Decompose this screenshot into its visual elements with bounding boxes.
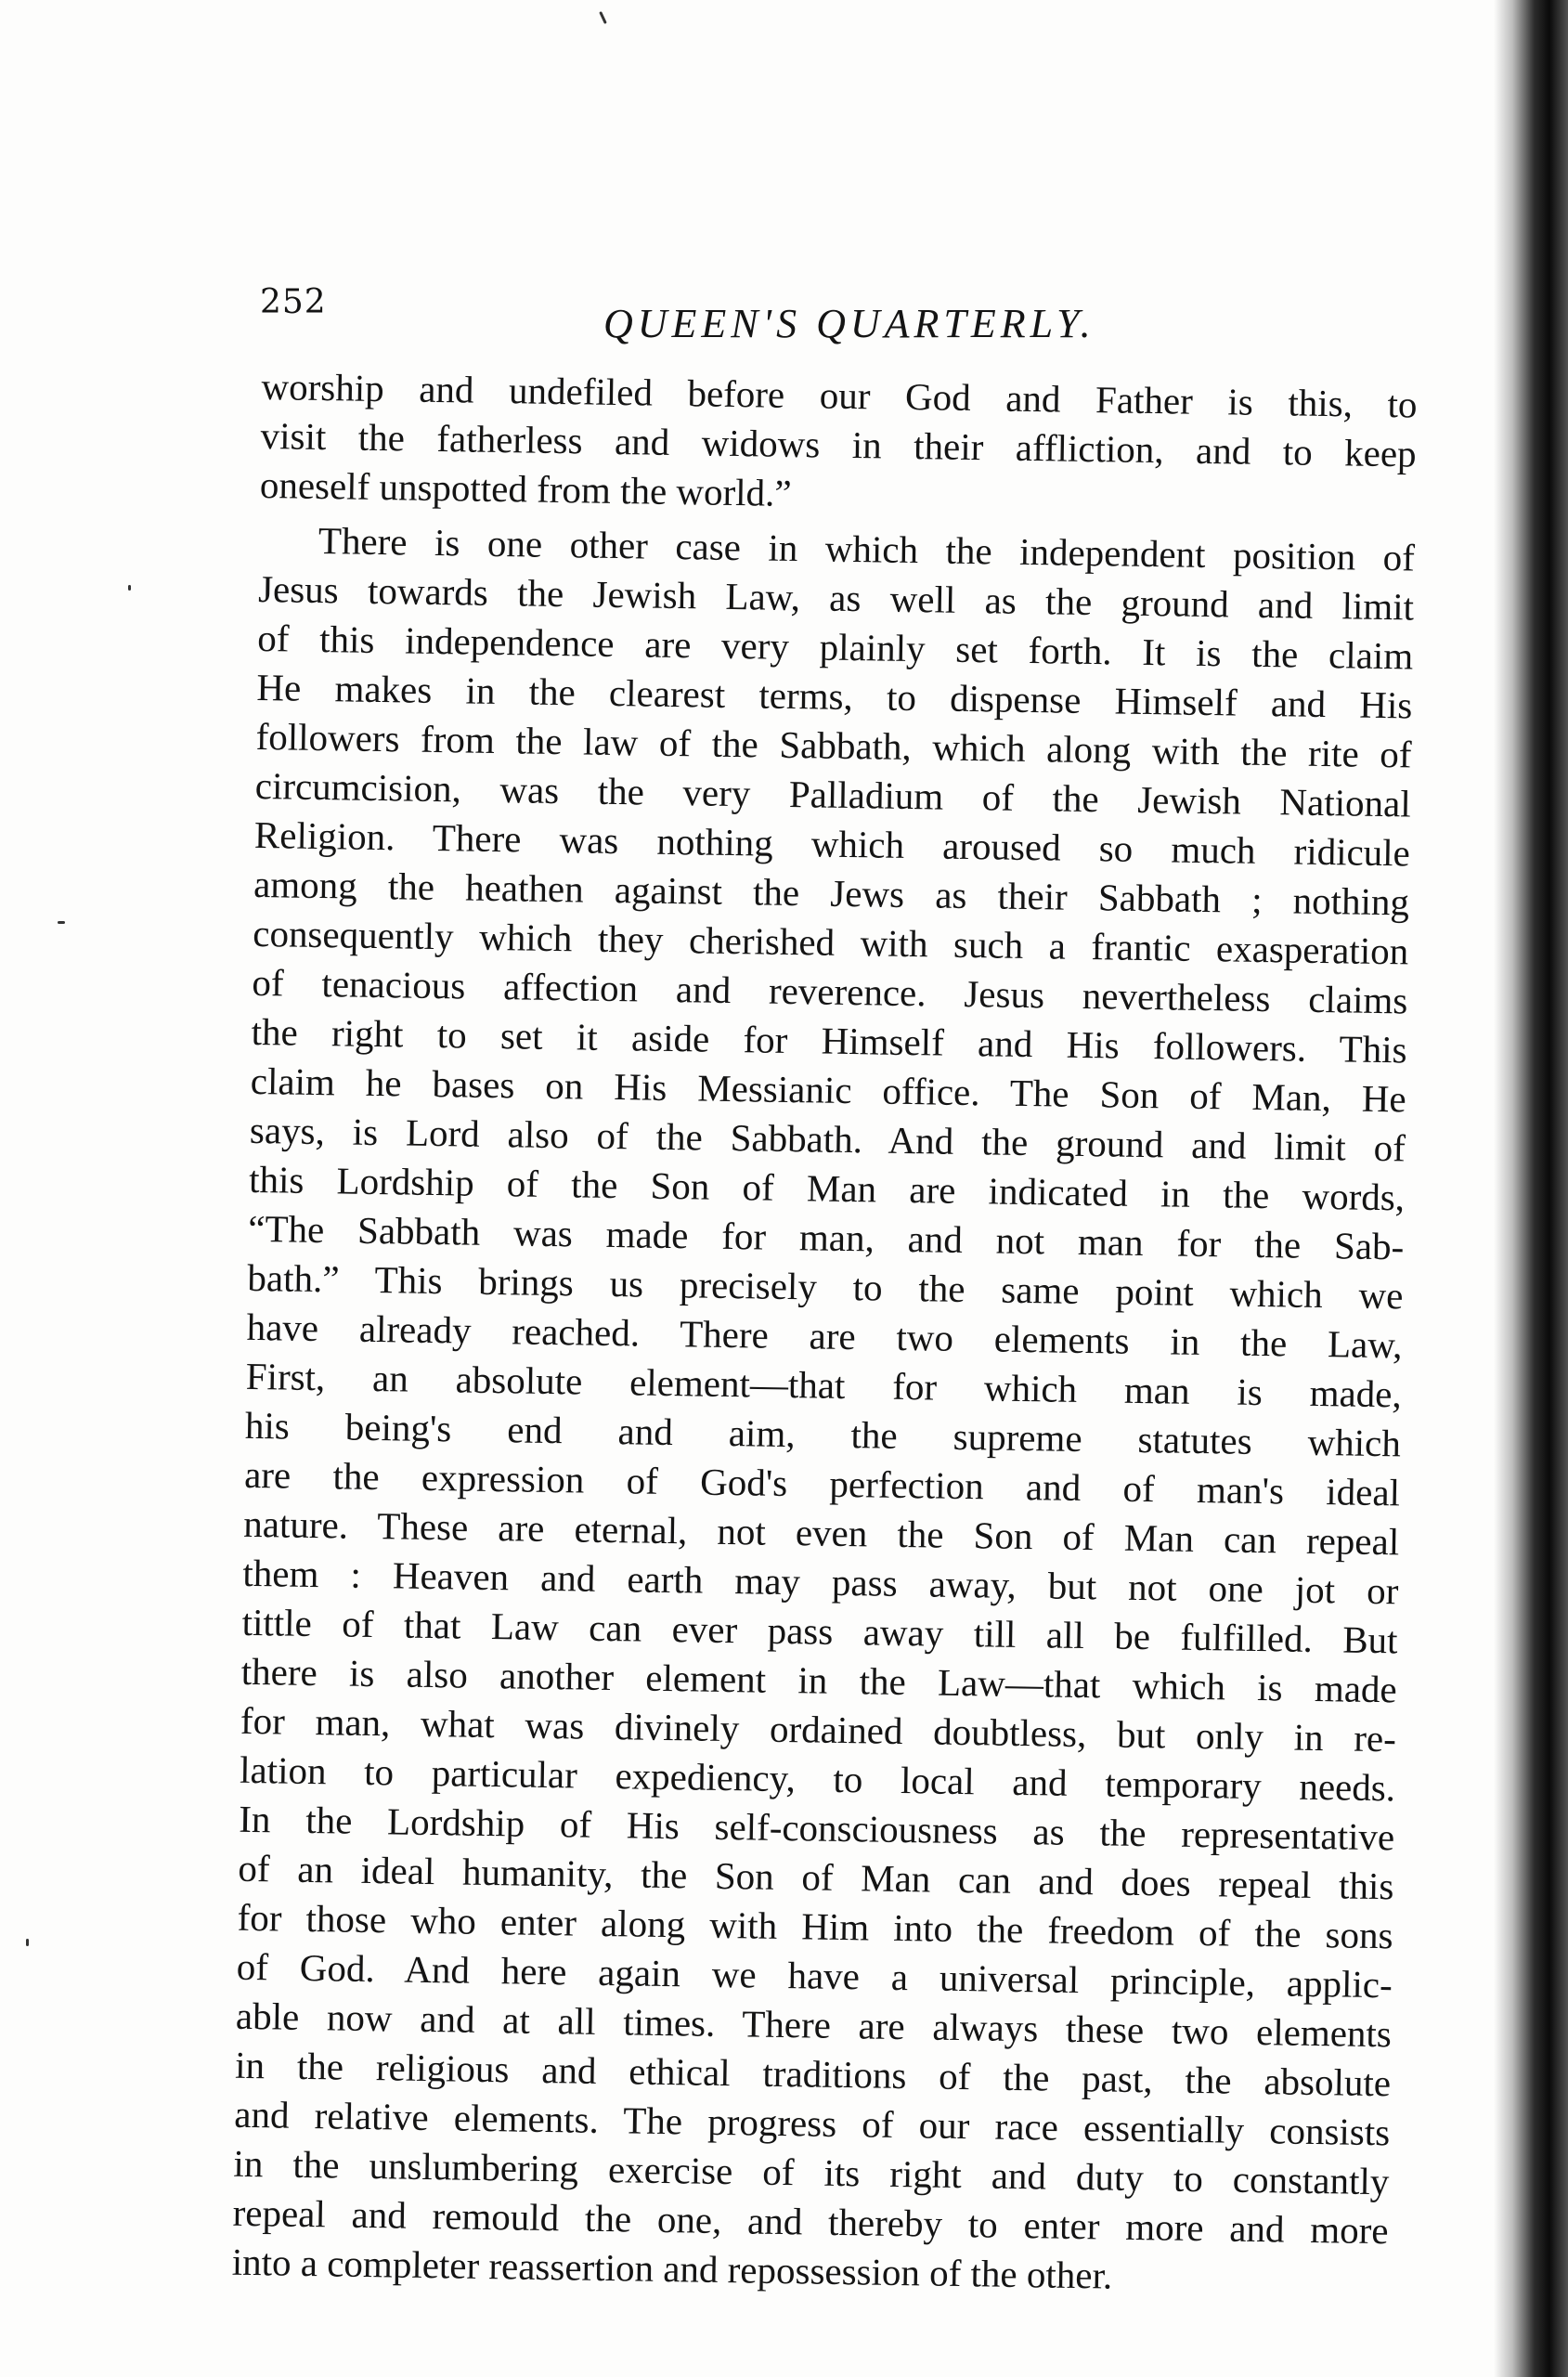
text-line: for man, what was divinely ordained doubtless, but only in re- [240,1698,1397,1760]
page-binding-shadow [1494,0,1568,2377]
text-line: and relative elements. The progress of our race essentially consists [233,2092,1391,2154]
running-head: QUEEN'S QUARTERLY. [603,301,1095,346]
text-line: visit the fatherless and widows in their affliction, and to keep [260,413,1417,475]
text-line: worship and undefiled before our God and Father is this, to [261,364,1418,426]
scan-mark [599,11,607,24]
text-line: “The Sabbath was made for man, and not man for the Sab- [247,1206,1405,1268]
text-line: the right to set it aside for Himself and His followers. This [251,1009,1407,1072]
text-line: in the religious and ethical traditions of the past, the absolute [234,2043,1392,2105]
text-line: of an ideal humanity, the Son of Man can and does repeal this [238,1846,1394,1908]
text-line: of this independence are very plainly set forth. It is the claim [256,616,1414,678]
paragraph [231,515,1415,2305]
text-line: lation to particular expediency, to local and temporary needs. [239,1747,1396,1810]
text-line: have already reached. There are two elements in the Law, [246,1305,1403,1367]
text-line: this Lordship of the Son of Man are indicated in the words, [248,1157,1406,1219]
text-line: There is one other case in which the independent position of [317,518,1416,579]
text-line: oneself unspotted from the world.” [259,462,792,514]
text-line: claim he bases on His Messianic office. The Son of Man, He [250,1059,1407,1121]
page-number: 252 [260,283,327,321]
scan-mark [58,921,65,924]
text-line: First, an absolute element—that for which man is made, [245,1354,1403,1416]
text-line: able now and at all times. There are always these two elements [235,1994,1393,2056]
text-line: In the Lordship of His self-consciousness as the representative [238,1797,1395,1859]
body-text [231,362,1417,2305]
text-line: them : Heaven and earth may pass away, but not one jot or [242,1551,1399,1613]
text-line: are the expression of God's perfection and of man's ideal [243,1452,1401,1514]
text-line: Jesus towards the Jewish Law, as well as the ground and limit [257,566,1415,629]
scan-mark [128,585,131,591]
paragraph [260,362,1418,528]
text-line: tittle of that Law can ever pass away till all be fulfilled. But [241,1600,1398,1662]
text-line: bath.” This brings us precisely to the same point which we [247,1255,1404,1318]
text-line: Religion. There was nothing which aroused so much ridicule [253,812,1411,875]
text-line: repeal and remould the one, and thereby to enter more and more [232,2190,1389,2253]
text-line: He makes in the clearest terms, to dispense Himself and His [256,665,1413,727]
text-line: among the heathen against the Jews as their Sabbath ; nothing [253,862,1410,924]
text-line: followers from the law of the Sabbath, which along with the rite of [255,714,1412,776]
text-line: nature. These are eternal, not even the Son of Man can repeal [242,1501,1400,1564]
scan-mark [26,1939,29,1946]
page-header [260,283,1430,357]
text-line: his being's end and aim, the supreme statutes which [244,1403,1402,1465]
text-line: of God. And here again we have a universal principle, applic- [236,1944,1393,2007]
text-line: there is also another element in the Law—that which is made [240,1649,1398,1711]
text-line: into a completer reassertion and repossession of the other. [231,2240,1113,2297]
text-line: of tenacious affection and reverence. Jesus nevertheless claims [252,960,1408,1022]
text-line: for those who enter along with Him into the freedom of the sons [237,1895,1393,1957]
text-line: in the unslumbering exercise of its right and duty to constantly [233,2141,1390,2203]
text-line: consequently which they cherished with such a frantic exasperation [252,911,1409,973]
text-line: circumcision, was the very Palladium of the Jewish National [254,763,1412,825]
text-line: says, is Lord also of the Sabbath. And the ground and limit of [249,1108,1406,1170]
